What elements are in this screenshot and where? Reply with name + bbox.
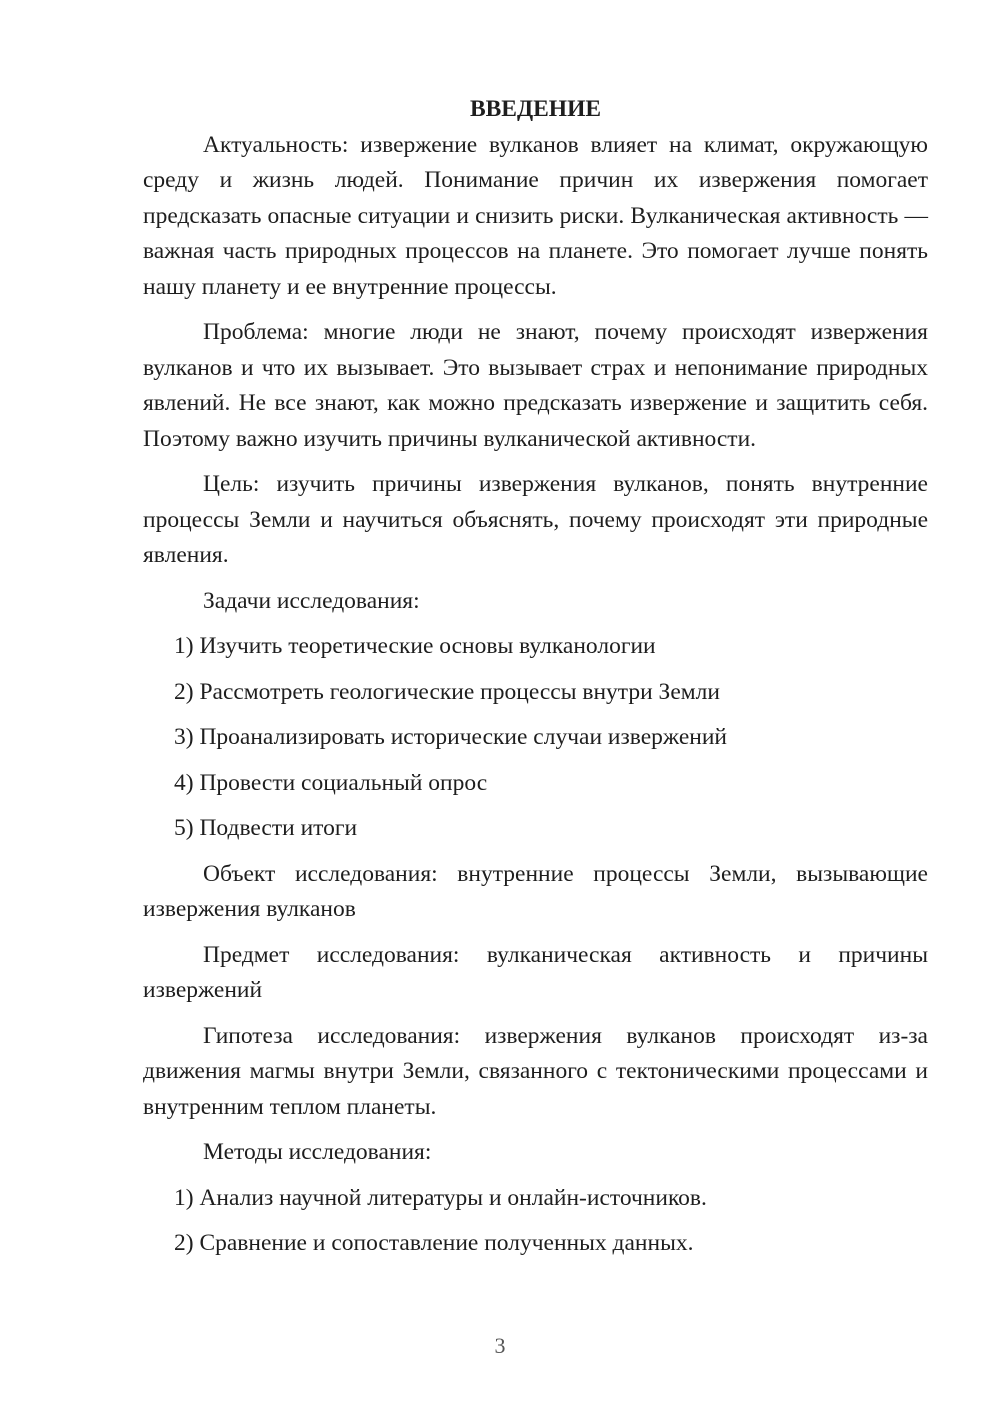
tasks-list: [143, 629, 928, 847]
subject-paragraph: Предмет исследования: вулканическая активность и причины извержений: [143, 941, 928, 1003]
list-item: 2) Рассмотреть геологические процессы внутри Земли: [174, 678, 720, 705]
page-content: [143, 92, 928, 1272]
object-paragraph: Объект исследования: внутренние процессы Земли, вызывающие извержения вулканов: [143, 860, 928, 922]
list-item: 1) Изучить теоретические основы вулканологии: [174, 633, 656, 659]
list-item: 3) Проанализировать исторические случаи извержений: [174, 724, 727, 750]
hypothesis-paragraph: Гипотеза исследования: извержения вулканов происходят из-за движения магмы внутри Земли, связанного с тектоническими процессами и внутренним теплом планеты.: [143, 1022, 928, 1120]
list-item: 2) Сравнение и сопоставление полученных данных.: [174, 1230, 694, 1256]
tasks-title: Задачи исследования:: [203, 587, 420, 614]
list-item: 1) Анализ научной литературы и онлайн-источников.: [174, 1184, 707, 1211]
problem-paragraph: Проблема: многие люди не знают, почему происходят извержения вулканов и что их вызывает. Это вызывает страх и непонимание природных явлений. Не все знают, как можно предсказать извержение и защитить себя. Поэтому важно изучить причины вулканической активности.: [143, 319, 928, 452]
section-heading: ВВЕДЕНИЕ: [469, 96, 602, 122]
goal-paragraph: Цель: изучить причины извержения вулканов, понять внутренние процессы Земли и научиться объяснять, почему происходят эти природные явления.: [143, 471, 928, 568]
methods-title: Методы исследования:: [203, 1139, 432, 1165]
page-number: 3: [494, 1333, 506, 1358]
relevance-paragraph: Актуальность: извержение вулканов влияет на климат, окружающую среду и жизнь людей. Понимание причин их извержения помогает предсказать опасные ситуации и снизить риски. Вулканическая активность — важная часть природных процессов на планете. Это помогает лучше понять нашу планету и ее внутренние процессы.: [143, 131, 928, 300]
list-item: 4) Провести социальный опрос: [174, 769, 488, 796]
methods-list: [143, 1181, 928, 1262]
list-item: 5) Подвести итоги: [174, 815, 358, 841]
